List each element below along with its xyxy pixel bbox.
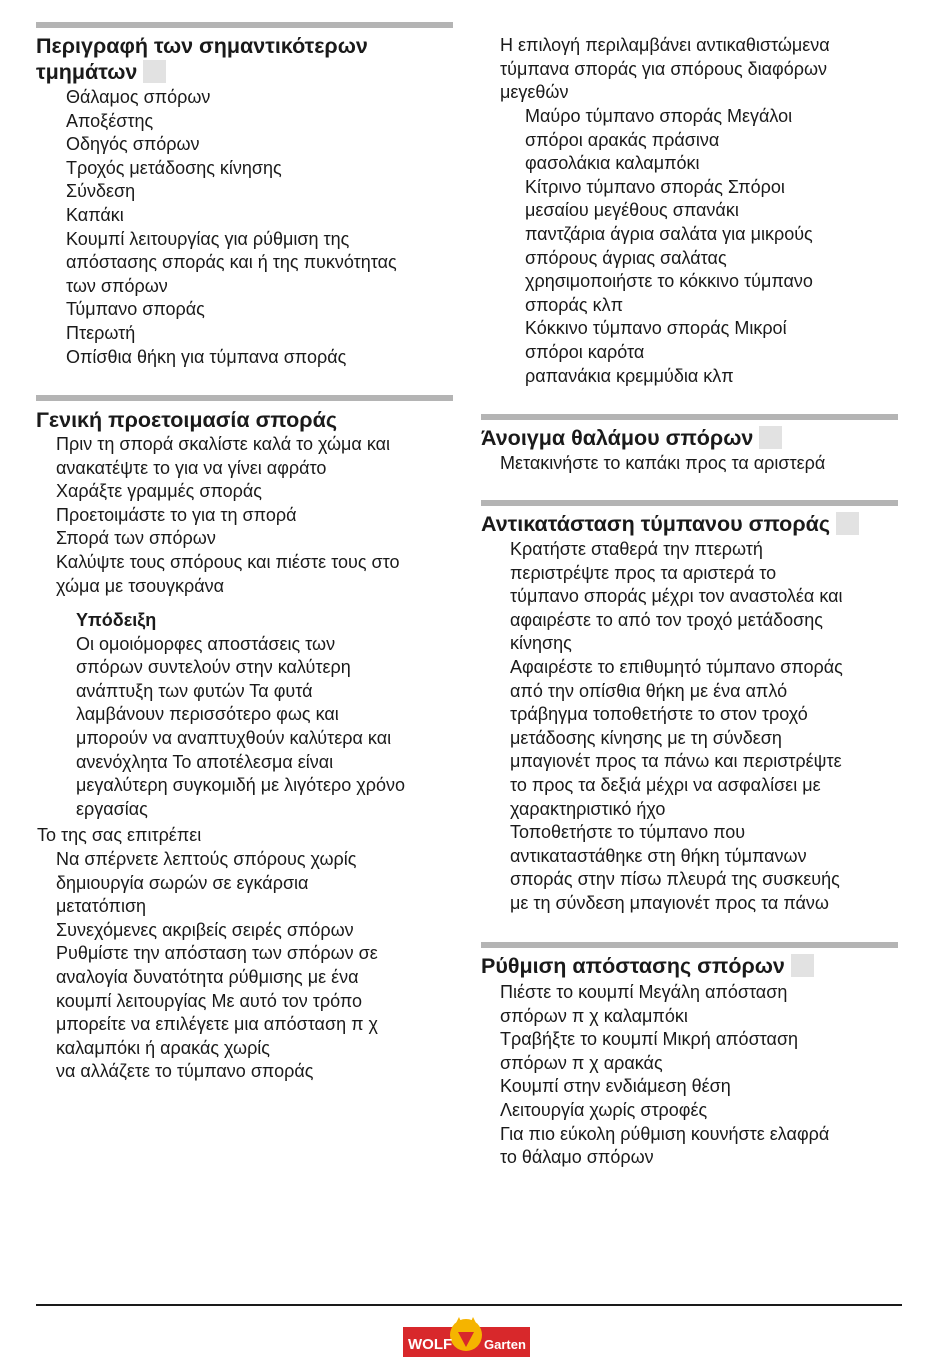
list-item: Συνεχόμενες ακριβείς σειρές σπόρων — [56, 919, 354, 940]
preparation-steps — [56, 433, 400, 598]
list-item: Κρατήστε σταθερά την πτερωτή — [510, 539, 763, 559]
list-item: φασολάκια καλαμπόκι — [525, 153, 700, 174]
list-item: να αλλάζετε το τύμπανο σποράς — [56, 1061, 314, 1082]
figure-ref-box — [836, 512, 859, 535]
section-rule — [36, 22, 453, 28]
footer-rule — [36, 1304, 902, 1306]
figure-ref-box — [143, 60, 166, 83]
list-item: μπαγιονέτ προς τα πάνω και περιστρέψτε — [510, 751, 842, 772]
list-item: καλαμπόκι ή αρακάς χωρίς — [56, 1037, 270, 1058]
list-item: σποράς στην πίσω πλευρά της συσκευής — [510, 869, 840, 890]
list-item: Πτερωτή — [66, 322, 136, 343]
note-line: σπόρων συντελούν στην καλύτερη — [76, 657, 351, 678]
note-line: εργασίας — [76, 798, 148, 819]
note-line: ανάπτυξη των φυτών Τα φυτά — [76, 680, 313, 701]
features-list — [56, 848, 378, 1084]
list-item: Για πιο εύκολη ρύθμιση κουνήστε ελαφρά — [500, 1123, 830, 1144]
list-item: ραπανάκια κρεμμύδια κλπ — [525, 365, 734, 386]
list-item: Λειτουργία χωρίς στροφές — [500, 1099, 708, 1120]
section-rule — [481, 942, 898, 948]
list-item: σπόρων π χ αρακάς — [500, 1052, 663, 1073]
list-item: σπόρων π χ καλαμπόκι — [500, 1005, 688, 1026]
list-item: Να σπέρνετε λεπτούς σπόρους χωρίς — [56, 849, 357, 869]
list-item: Καπάκι — [66, 204, 124, 225]
list-item: τράβηγμα τοποθετήστε το στον τροχό — [510, 704, 808, 725]
text-line: Η επιλογή περιλαμβάνει αντικαθιστώμενα — [500, 35, 830, 55]
list-item: κίνησης — [510, 633, 572, 654]
note-title: Υπόδειξη — [76, 610, 157, 630]
list-item: από την οπίσθια θήκη με ένα απλό — [510, 680, 788, 701]
list-item: Τροχός μετάδοσης κίνησης — [66, 157, 282, 178]
list-item: Χαράξτε γραμμές σποράς — [56, 481, 262, 502]
list-item: Κουμπί λειτουργίας για ρύθμιση της — [66, 228, 350, 249]
list-item: Τραβήξτε το κουμπί Μικρή απόσταση — [500, 1029, 799, 1050]
list-item: χρησιμοποιήστε το κόκκινο τύμπανο — [525, 271, 813, 292]
list-item: αναλογία δυνατότητα ρύθμισης με ένα — [56, 966, 359, 987]
section-title-preparation: Γενική προετοιμασία σποράς — [36, 408, 337, 432]
list-item: Προετοιμάστε το για τη σπορά — [56, 504, 297, 525]
replace-steps — [510, 538, 843, 916]
figure-ref-box — [791, 954, 814, 977]
section-title-open: Άνοιγμα θαλάμου σπόρων — [481, 425, 782, 451]
list-item: απόστασης σποράς και ή της πυκνότητας — [66, 252, 397, 273]
section-rule — [481, 500, 898, 506]
section-title-replace: Αντικατάσταση τύμπανου σποράς — [481, 511, 859, 537]
list-item: αντικαταστάθηκε στη θήκη τύμπανων — [510, 845, 807, 866]
list-item: Θάλαμος σπόρων — [66, 87, 211, 107]
list-item: μεσαίου μεγέθους σπανάκι — [525, 200, 739, 221]
list-item: παντζάρια άγρια σαλάτα για μικρούς — [525, 223, 813, 244]
drums-list — [525, 105, 813, 388]
spacing-steps — [500, 981, 829, 1170]
note-line: Οι ομοιόμορφες αποστάσεις των — [76, 633, 336, 654]
logo-garten-text: Garten — [484, 1337, 526, 1352]
list-item: μπορείτε να επιλέγετε μια απόσταση π χ — [56, 1014, 378, 1035]
list-item: περιστρέψτε προς τα αριστερά το — [510, 562, 777, 583]
list-item: μετατόπιση — [56, 896, 147, 917]
list-item: Κίτρινο τύμπανο σποράς Σπόροι — [525, 176, 785, 197]
list-item: Καλύψτε τους σπόρους και πιέστε τους στο — [56, 551, 400, 572]
list-item: Αφαιρέστε το επιθυμητό τύμπανο σποράς — [510, 656, 843, 677]
list-item: δημιουργία σωρών σε εγκάρσια — [56, 872, 309, 893]
list-item: σπόροι αρακάς πράσινα — [525, 129, 720, 150]
list-item: Πιέστε το κουμπί Μεγάλη απόσταση — [500, 982, 788, 1002]
list-item: μετάδοσης κίνησης με τη σύνδεση — [510, 727, 782, 748]
text-line: μεγεθών — [500, 82, 569, 103]
list-item: με τη σύνδεση μπαγιονέτ προς τα πάνω — [510, 892, 829, 913]
list-item: Πριν τη σπορά σκαλίστε καλά το χώμα και — [56, 434, 391, 454]
list-item: των σπόρων — [66, 275, 168, 296]
list-item: σπόρους άγριας σαλάτας — [525, 247, 727, 268]
features-intro: Το της σας επιτρέπει — [37, 825, 202, 845]
list-item: Κουμπί στην ενδιάμεση θέση — [500, 1076, 731, 1097]
text-line: τύμπανα σποράς για σπόρους διαφόρων — [500, 58, 828, 79]
section-rule — [481, 414, 898, 420]
note-line: μεγαλύτερη συγκομιδή με λιγότερο χρόνο — [76, 775, 405, 796]
list-item: το προς τα δεξιά μέχρι να ασφαλίσει με — [510, 774, 821, 795]
section-title-spacing: Ρύθμιση απόστασης σπόρων — [481, 953, 814, 979]
note-line: λαμβάνουν περισσότερο φως και — [76, 704, 339, 725]
list-item: Μαύρο τύμπανο σποράς Μεγάλοι — [525, 106, 793, 126]
list-item: Οπίσθια θήκη για τύμπανα σποράς — [66, 346, 347, 367]
list-item: σποράς κλπ — [525, 294, 624, 315]
list-item: Σύνδεση — [66, 181, 136, 202]
note-line: μπορούν να αναπτυχθούν καλύτερα και — [76, 727, 392, 748]
note-text — [76, 633, 405, 822]
list-item: Αποξέστης — [66, 110, 154, 131]
list-item: κουμπί λειτουργίας Με αυτό τον τρόπο — [56, 990, 363, 1011]
section-rule — [36, 395, 453, 401]
list-item: χώμα με τσουγκράνα — [56, 575, 225, 596]
list-item: σπόροι καρότα — [525, 341, 645, 362]
figure-ref-box — [759, 426, 782, 449]
list-item: τύμπανο σποράς μέχρι τον αναστολέα και — [510, 586, 843, 607]
list-item: Κόκκινο τύμπανο σποράς Μικροί — [525, 318, 787, 339]
list-item: χαρακτηριστικό ήχο — [510, 798, 666, 819]
wolf-garten-logo — [403, 1317, 530, 1357]
list-item: Οδηγός σπόρων — [66, 134, 200, 155]
list-item: Ρυθμίστε την απόσταση των σπόρων σε — [56, 943, 378, 964]
list-item: Σπορά των σπόρων — [56, 528, 216, 549]
list-item: Τύμπανο σποράς — [66, 299, 205, 320]
note-block — [76, 609, 405, 821]
logo-wolf-text: WOLF — [408, 1336, 453, 1353]
list-item: ανακατέψτε το για να γίνει αφράτο — [56, 457, 327, 478]
note-line: ανενόχλητα Το αποτέλεσμα είναι — [76, 751, 334, 772]
list-item: αφαιρέστε το από τον τροχό μετάδοσης — [510, 609, 823, 630]
list-item: Τοποθετήστε το τύμπανο που — [510, 822, 746, 843]
drums-intro — [500, 34, 830, 105]
open-text: Μετακινήστε το καπάκι προς τα αριστερά — [500, 453, 826, 473]
section-title-parts: Περιγραφή των σημαντικότερων τμημάτων — [36, 34, 368, 84]
list-item: το θάλαμο σπόρων — [500, 1147, 654, 1168]
parts-list — [66, 86, 397, 369]
